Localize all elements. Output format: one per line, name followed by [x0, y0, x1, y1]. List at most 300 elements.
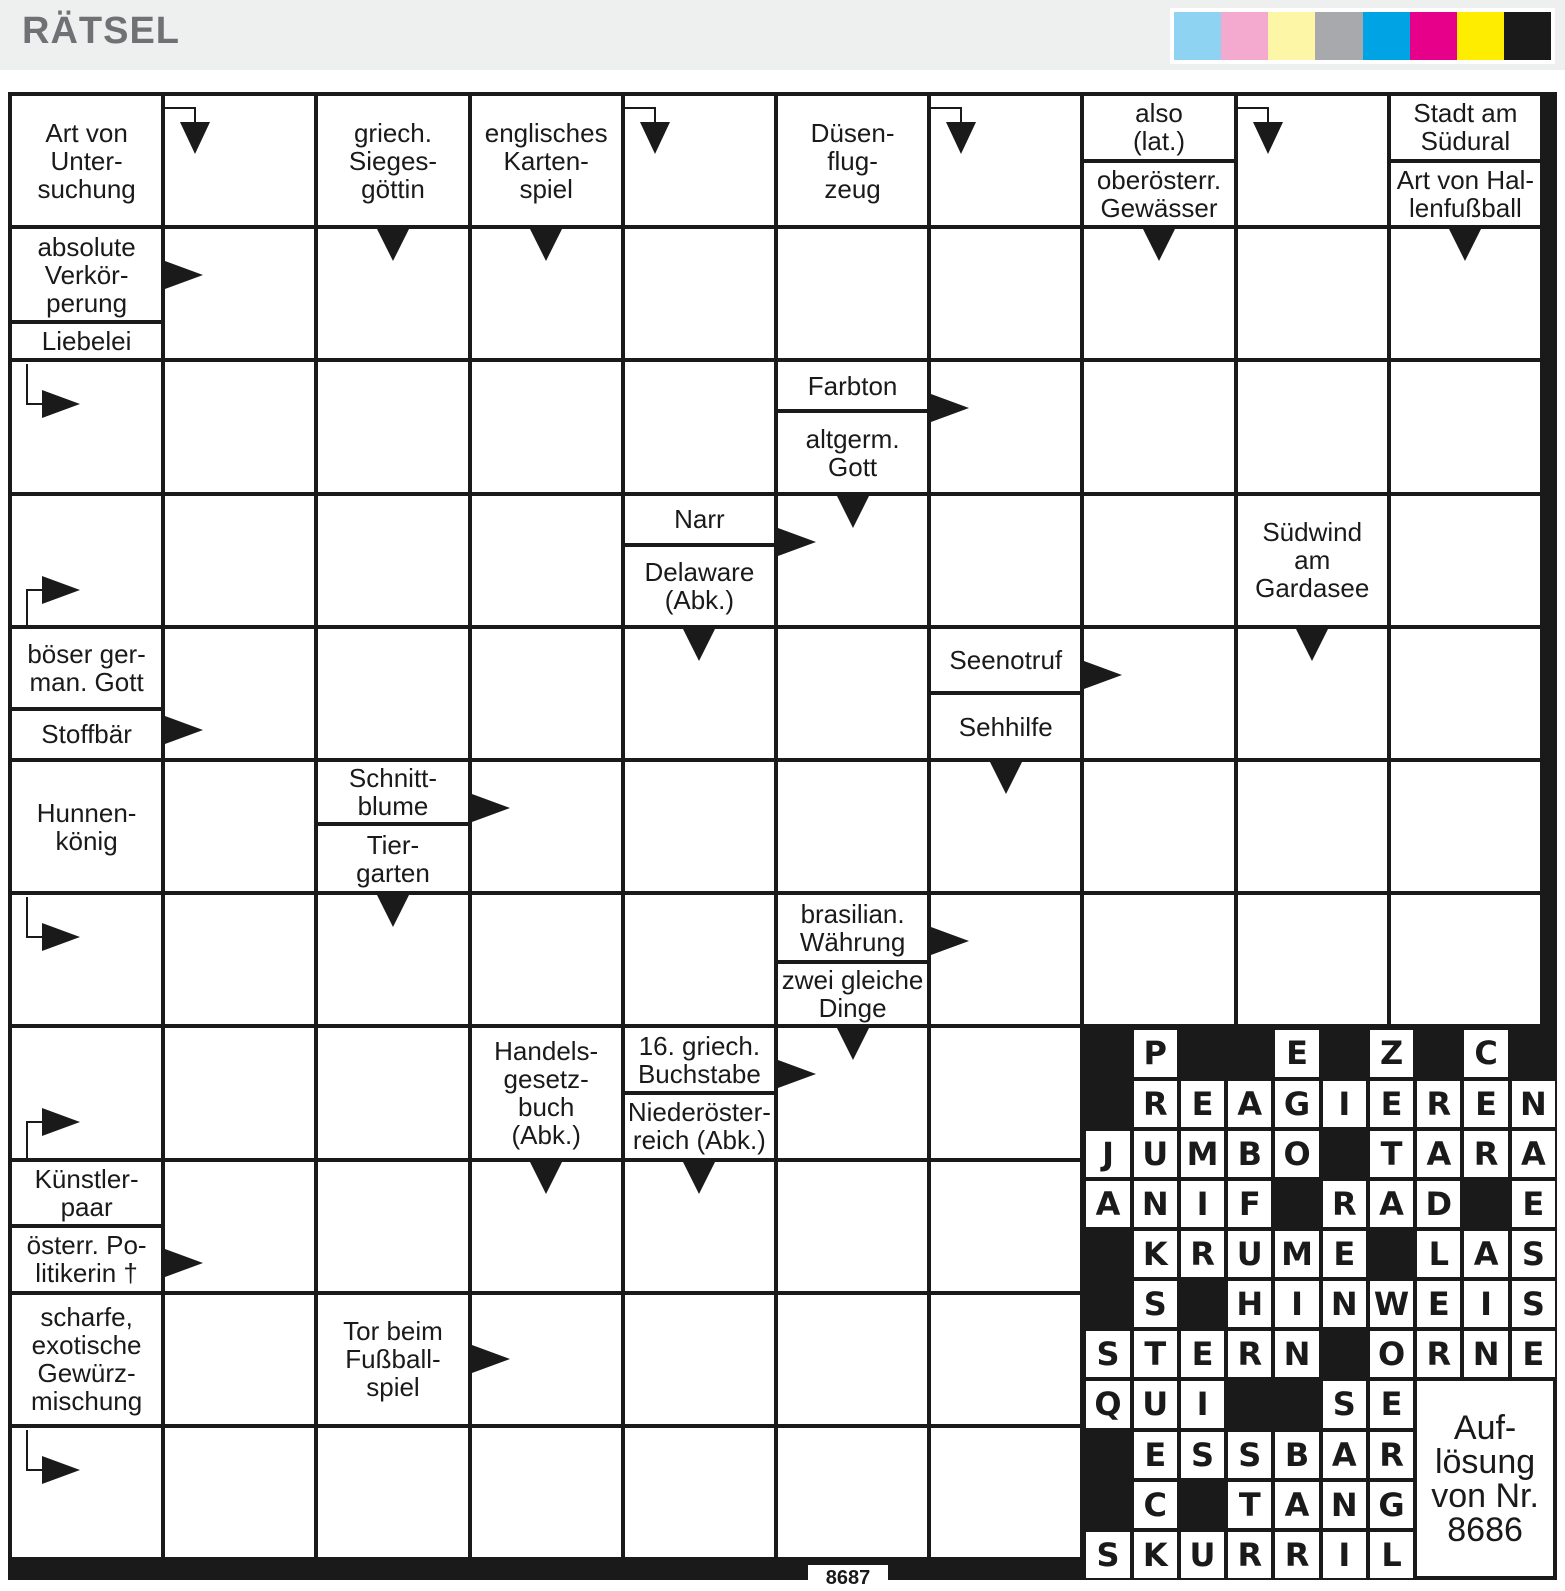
clue-cell — [12, 711, 161, 758]
grid-cell[interactable] — [318, 496, 467, 625]
clue-text: Sehhilfe — [958, 711, 1053, 742]
clue-text: altgerm. Gott — [805, 423, 900, 482]
solution-cell — [1417, 1131, 1460, 1177]
clue-cell — [625, 1095, 774, 1158]
solution-cell — [1275, 1532, 1318, 1578]
solution-letter: T — [1380, 1134, 1403, 1173]
solution-cell — [1228, 1131, 1271, 1177]
solution-cell — [1275, 1030, 1318, 1076]
clue-cell — [12, 1228, 161, 1291]
solution-letter: R — [1379, 1435, 1404, 1474]
solution-letter: M — [1186, 1134, 1219, 1173]
arrow-right-icon — [24, 364, 84, 424]
grid-cell[interactable] — [931, 1295, 1080, 1424]
solution-letter: I — [1480, 1285, 1493, 1324]
arrow-down-icon — [681, 1162, 717, 1198]
solution-letter: U — [1189, 1535, 1216, 1574]
solution-letter: N — [1330, 1285, 1358, 1324]
solution-letter: R — [1426, 1084, 1452, 1123]
solution-cell — [1512, 1281, 1555, 1327]
solution-letter: L — [1381, 1535, 1402, 1574]
clue-cell — [318, 762, 467, 822]
solution-letter: T — [1238, 1485, 1261, 1524]
solution-cell — [1228, 1532, 1271, 1578]
puzzle-number: 8687 — [808, 1565, 888, 1588]
solution-cell — [1228, 1231, 1271, 1277]
grid-cell[interactable] — [1238, 229, 1387, 358]
solution-letter: N — [1141, 1184, 1169, 1223]
solution-letter: A — [1520, 1134, 1546, 1173]
clue-cell — [12, 229, 161, 320]
solution-cell — [1134, 1381, 1177, 1427]
solution-cell — [1228, 1181, 1271, 1227]
solution-cell — [1512, 1231, 1555, 1277]
clue-text: Künstler- paar — [34, 1163, 139, 1222]
solution-letter: I — [1196, 1184, 1209, 1223]
grid-cell[interactable] — [778, 629, 927, 758]
solution-letter: R — [1142, 1084, 1168, 1123]
solution-cell — [1181, 1181, 1224, 1227]
solution-cell — [1370, 1381, 1413, 1427]
grid-cell[interactable] — [1084, 895, 1233, 1024]
grid-cell[interactable] — [472, 496, 621, 625]
solution-letter: A — [1379, 1184, 1404, 1223]
clue-cell — [318, 826, 467, 891]
grid-cell[interactable] — [778, 1162, 927, 1291]
clue-text: Niederöster- reich (Abk.) — [627, 1097, 771, 1156]
solution-letter: E — [1191, 1335, 1214, 1374]
grid-cell[interactable] — [318, 1162, 467, 1291]
solution-letter: A — [1473, 1235, 1499, 1274]
solution-letter: P — [1143, 1034, 1167, 1073]
clue-text: Tor beim Fußball- spiel — [343, 1316, 443, 1403]
grid-cell[interactable] — [165, 895, 314, 1024]
solution-cell — [1464, 1131, 1507, 1177]
grid-cell[interactable] — [472, 362, 621, 491]
arrow-down-icon — [625, 104, 685, 159]
solution-cell — [1086, 1181, 1129, 1227]
solution-cell — [1512, 1131, 1555, 1177]
clue-cell — [931, 629, 1080, 692]
grid-cell[interactable] — [472, 1428, 621, 1557]
arrow-down-icon — [375, 895, 411, 931]
solution-cell — [1370, 1331, 1413, 1377]
grid-cell[interactable] — [472, 629, 621, 758]
solution-letter: E — [1427, 1285, 1450, 1324]
solution-letter: I — [1291, 1285, 1303, 1324]
solution-cell — [1370, 1281, 1413, 1327]
solution-cell — [1464, 1231, 1507, 1277]
arrow-down-icon — [681, 629, 717, 665]
solution-cell — [1323, 1231, 1366, 1277]
clue-text: Tier- garten — [356, 829, 430, 888]
grid-cell[interactable] — [1084, 762, 1233, 891]
clue-cell — [1084, 96, 1233, 159]
arrow-right-icon — [472, 792, 516, 828]
solution-letter: C — [1474, 1034, 1498, 1073]
clue-cell — [472, 1028, 621, 1157]
solution-letter: A — [1095, 1184, 1121, 1223]
solution-cell — [1181, 1131, 1224, 1177]
grid-cell[interactable] — [778, 229, 927, 358]
solution-letter: L — [1428, 1235, 1450, 1274]
solution-letter: U — [1236, 1235, 1263, 1274]
grid-cell[interactable] — [318, 1028, 467, 1157]
grid-cell[interactable] — [165, 362, 314, 491]
solution-letter: U — [1142, 1385, 1169, 1424]
solution-cell — [1275, 1231, 1318, 1277]
solution-letter: S — [1332, 1385, 1356, 1424]
grid-cell[interactable] — [931, 1428, 1080, 1557]
clue-text: griech. Sieges- göttin — [348, 117, 438, 204]
clue-text: zwei gleiche Dinge — [781, 965, 924, 1024]
solution-cell — [1323, 1532, 1366, 1578]
solution-cell — [1086, 1381, 1129, 1427]
clue-cell — [625, 1028, 774, 1091]
solution-letter: I — [1338, 1535, 1351, 1574]
grid-cell[interactable] — [625, 762, 774, 891]
solution-letter: K — [1142, 1235, 1168, 1274]
solution-cell — [1323, 1081, 1366, 1127]
solution-cell — [1417, 1231, 1460, 1277]
solution-cell — [1417, 1281, 1460, 1327]
solution-letter: E — [1333, 1235, 1356, 1274]
arrow-right-icon — [165, 714, 209, 750]
solution-cell — [1134, 1030, 1177, 1076]
solution-letter: O — [1377, 1335, 1406, 1374]
solution-cell — [1086, 1532, 1129, 1578]
solution-letter: S — [1096, 1335, 1120, 1374]
solution-cell — [1370, 1081, 1413, 1127]
grid-cell[interactable] — [318, 362, 467, 491]
grid-cell[interactable] — [1391, 762, 1540, 891]
clue-cell — [931, 695, 1080, 758]
grid-cell[interactable] — [1391, 629, 1540, 758]
arrow-right-icon — [24, 897, 84, 957]
solution-letter: Z — [1379, 1034, 1404, 1073]
solution-letter: A — [1426, 1134, 1452, 1173]
solution-letter: N — [1330, 1485, 1358, 1524]
arrow-right-icon — [931, 925, 975, 961]
solution-letter: E — [1522, 1335, 1545, 1374]
solution-letter: S — [1191, 1435, 1215, 1474]
solution-cell — [1323, 1281, 1366, 1327]
previous-solution-grid — [1084, 1028, 1557, 1580]
clue-text: Delaware (Abk.) — [644, 556, 755, 615]
clue-text: Art von Hal- lenfußball — [1396, 164, 1535, 223]
solution-cell — [1512, 1181, 1555, 1227]
clue-text: Liebelei — [41, 326, 132, 357]
solution-cell — [1370, 1532, 1413, 1578]
clue-cell — [778, 96, 927, 225]
arrow-right-icon — [778, 1058, 822, 1094]
solution-letter: W — [1373, 1285, 1410, 1324]
arrow-down-icon — [988, 762, 1024, 798]
arrow-down-icon — [835, 496, 871, 532]
clue-text: Art von Unter- suchung — [37, 117, 136, 204]
grid-cell[interactable] — [165, 1295, 314, 1424]
grid-cell[interactable] — [778, 1295, 927, 1424]
clue-text: brasilian. Währung — [799, 898, 906, 957]
grid-cell[interactable] — [165, 1428, 314, 1557]
solution-cell — [1370, 1030, 1413, 1076]
solution-letter: S — [1238, 1435, 1262, 1474]
solution-letter: A — [1237, 1084, 1263, 1123]
solution-cell — [1181, 1432, 1224, 1478]
solution-cell — [1134, 1432, 1177, 1478]
clue-cell — [12, 629, 161, 707]
clue-cell — [778, 895, 927, 960]
solution-cell — [1323, 1482, 1366, 1528]
solution-letter: R — [1473, 1134, 1499, 1173]
solution-letter: R — [1331, 1184, 1357, 1223]
arrow-down-icon — [165, 104, 225, 159]
clue-cell — [1391, 96, 1540, 159]
clue-text: böser ger- man. Gott — [27, 638, 146, 697]
solution-cell — [1370, 1181, 1413, 1227]
solution-letter: F — [1238, 1184, 1261, 1223]
clue-cell — [318, 96, 467, 225]
solution-cell — [1228, 1081, 1271, 1127]
grid-cell[interactable] — [472, 895, 621, 1024]
solution-letter: S — [1143, 1285, 1167, 1324]
solution-letter: E — [1380, 1084, 1403, 1123]
arrow-right-icon — [472, 1343, 516, 1379]
solution-cell — [1275, 1482, 1318, 1528]
grid-cell[interactable] — [778, 762, 927, 891]
arrow-right-icon — [24, 566, 84, 628]
arrow-right-icon — [1084, 659, 1128, 695]
solution-letter: R — [1237, 1535, 1263, 1574]
solution-cell — [1323, 1181, 1366, 1227]
clue-text: österr. Po- litikerin † — [26, 1230, 147, 1289]
clue-text: oberösterr. Gewässer — [1096, 164, 1222, 223]
clue-cell — [318, 1295, 467, 1424]
arrow-down-icon — [528, 229, 564, 265]
solution-letter: I — [1196, 1385, 1209, 1424]
grid-cell[interactable] — [1391, 496, 1540, 625]
clue-cell — [778, 964, 927, 1024]
clue-cell — [12, 1162, 161, 1225]
solution-letter: N — [1519, 1084, 1547, 1123]
solution-cell — [1134, 1532, 1177, 1578]
grid-cell[interactable] — [625, 362, 774, 491]
clue-text: absolute Verkör- perung — [37, 231, 136, 318]
solution-cell — [1181, 1532, 1224, 1578]
solution-cell — [1228, 1331, 1271, 1377]
clue-text: scharfe, exotische Gewürz- mischung — [30, 1302, 143, 1417]
grid-cell[interactable] — [1238, 362, 1387, 491]
solution-letter: B — [1237, 1134, 1262, 1173]
solution-cell — [1370, 1432, 1413, 1478]
grid-cell[interactable] — [165, 496, 314, 625]
solution-label: Auf- lösung von Nr. 8686 — [1417, 1381, 1553, 1576]
solution-letter: N — [1472, 1335, 1500, 1374]
solution-letter: T — [1144, 1335, 1167, 1374]
arrow-down-icon — [931, 104, 991, 159]
solution-letter: D — [1425, 1184, 1453, 1223]
clue-cell — [472, 96, 621, 225]
arrow-down-icon — [1294, 629, 1330, 665]
solution-letter: U — [1142, 1134, 1169, 1173]
solution-letter: R — [1190, 1235, 1215, 1274]
clue-text: Stoffbär — [41, 719, 132, 750]
arrow-down-icon — [1141, 229, 1177, 265]
grid-cell[interactable] — [318, 1428, 467, 1557]
solution-cell — [1275, 1331, 1318, 1377]
solution-letter: E — [1380, 1385, 1403, 1424]
grid-cell[interactable] — [625, 1295, 774, 1424]
grid-cell[interactable] — [625, 895, 774, 1024]
clue-cell — [1084, 163, 1233, 226]
arrow-right-icon — [165, 1247, 209, 1283]
clue-cell — [778, 362, 927, 409]
solution-letter: E — [1191, 1084, 1214, 1123]
clue-text: 16. griech. Buchstabe — [637, 1030, 761, 1089]
grid-cell[interactable] — [1084, 496, 1233, 625]
solution-cell — [1181, 1331, 1224, 1377]
solution-letter: C — [1143, 1485, 1167, 1524]
arrow-down-icon — [1447, 229, 1483, 265]
grid-cell[interactable] — [318, 629, 467, 758]
solution-letter: H — [1236, 1285, 1264, 1324]
arrow-down-icon — [375, 229, 411, 265]
arrow-down-icon — [835, 1028, 871, 1064]
solution-letter: G — [1378, 1485, 1405, 1524]
solution-cell — [1417, 1181, 1460, 1227]
solution-letter: E — [1286, 1034, 1308, 1073]
grid-cell[interactable] — [165, 762, 314, 891]
solution-letter: A — [1331, 1435, 1357, 1474]
clue-text: Narr — [674, 504, 725, 535]
solution-letter: B — [1284, 1435, 1310, 1474]
grid-cell[interactable] — [1391, 362, 1540, 491]
solution-cell — [1228, 1482, 1271, 1528]
clue-text: Schnitt- blume — [348, 763, 438, 821]
solution-letter: J — [1102, 1134, 1114, 1173]
arrow-right-icon — [931, 392, 975, 428]
solution-cell — [1134, 1231, 1177, 1277]
solution-cell — [1370, 1482, 1413, 1528]
clue-cell — [1238, 496, 1387, 625]
solution-letter: Q — [1094, 1385, 1122, 1424]
solution-letter: A — [1284, 1485, 1310, 1524]
solution-cell — [1323, 1381, 1366, 1427]
grid-cell[interactable] — [931, 1162, 1080, 1291]
clue-text: Handels- gesetz- buch (Abk.) — [494, 1035, 599, 1150]
solution-cell — [1228, 1281, 1271, 1327]
solution-cell — [1370, 1131, 1413, 1177]
solution-cell — [1228, 1432, 1271, 1478]
solution-cell — [1512, 1331, 1555, 1377]
solution-cell — [1181, 1381, 1224, 1427]
solution-letter: S — [1521, 1235, 1545, 1274]
solution-cell — [1086, 1131, 1129, 1177]
solution-letter: G — [1283, 1084, 1311, 1123]
solution-cell — [1134, 1181, 1177, 1227]
solution-letter: E — [1522, 1184, 1545, 1223]
grid-cell[interactable] — [165, 1028, 314, 1157]
grid-cell[interactable] — [1238, 762, 1387, 891]
arrow-down-icon — [1238, 104, 1298, 159]
solution-cell — [1181, 1231, 1224, 1277]
solution-cell — [1464, 1081, 1507, 1127]
clue-cell — [12, 762, 161, 891]
clue-text: also (lat.) — [1132, 98, 1185, 157]
grid-cell[interactable] — [625, 229, 774, 358]
grid-cell[interactable] — [931, 1028, 1080, 1157]
clue-text: Hunnen- könig — [36, 797, 137, 856]
clue-text: Seenotruf — [949, 645, 1063, 676]
grid-cell[interactable] — [625, 1428, 774, 1557]
solution-letter: R — [1237, 1335, 1263, 1374]
arrow-right-icon — [778, 526, 822, 562]
page-title: RÄTSEL — [22, 10, 180, 52]
grid-cell[interactable] — [1238, 895, 1387, 1024]
solution-cell — [1275, 1131, 1318, 1177]
grid-cell[interactable] — [931, 496, 1080, 625]
arrow-right-icon — [24, 1098, 84, 1160]
solution-cell — [1275, 1081, 1318, 1127]
solution-cell — [1086, 1331, 1129, 1377]
solution-cell — [1464, 1281, 1507, 1327]
solution-letter: K — [1142, 1535, 1168, 1574]
solution-cell — [1134, 1482, 1177, 1528]
solution-cell — [1134, 1081, 1177, 1127]
solution-letter: I — [1338, 1084, 1351, 1123]
solution-letter: M — [1281, 1235, 1313, 1274]
clue-text: Farbton — [807, 370, 898, 401]
clue-cell — [778, 413, 927, 491]
solution-letter: S — [1521, 1285, 1545, 1324]
arrow-right-icon — [24, 1430, 84, 1490]
solution-cell — [1181, 1081, 1224, 1127]
solution-cell — [1464, 1030, 1507, 1076]
grid-cell[interactable] — [1084, 362, 1233, 491]
clue-text: Südwind am Gardasee — [1255, 517, 1370, 604]
solution-letter: E — [1475, 1084, 1498, 1123]
solution-cell — [1464, 1331, 1507, 1377]
solution-letter: S — [1096, 1535, 1120, 1574]
clue-cell — [12, 324, 161, 358]
solution-letter: E — [1144, 1435, 1167, 1474]
solution-cell — [1134, 1281, 1177, 1327]
grid-cell[interactable] — [1391, 895, 1540, 1024]
grid-cell[interactable] — [778, 1428, 927, 1557]
solution-cell — [1275, 1281, 1318, 1327]
clue-cell — [12, 96, 161, 225]
solution-letter: R — [1284, 1535, 1310, 1574]
solution-cell — [1275, 1432, 1318, 1478]
solution-cell — [1134, 1331, 1177, 1377]
solution-letter: N — [1283, 1335, 1311, 1374]
solution-cell — [1134, 1131, 1177, 1177]
solution-letter: O — [1283, 1134, 1311, 1173]
solution-cell — [1417, 1331, 1460, 1377]
clue-cell — [1391, 163, 1540, 226]
arrow-right-icon — [165, 259, 209, 295]
clue-cell — [625, 496, 774, 543]
clue-text: Düsen- flug- zeug — [810, 117, 895, 204]
clue-cell — [625, 547, 774, 625]
clue-text: Stadt am Südural — [1413, 98, 1518, 157]
clue-cell — [12, 1295, 161, 1424]
arrow-down-icon — [528, 1162, 564, 1198]
grid-cell[interactable] — [931, 229, 1080, 358]
solution-cell — [1417, 1081, 1460, 1127]
solution-letter: R — [1426, 1335, 1452, 1374]
solution-cell — [1512, 1081, 1555, 1127]
